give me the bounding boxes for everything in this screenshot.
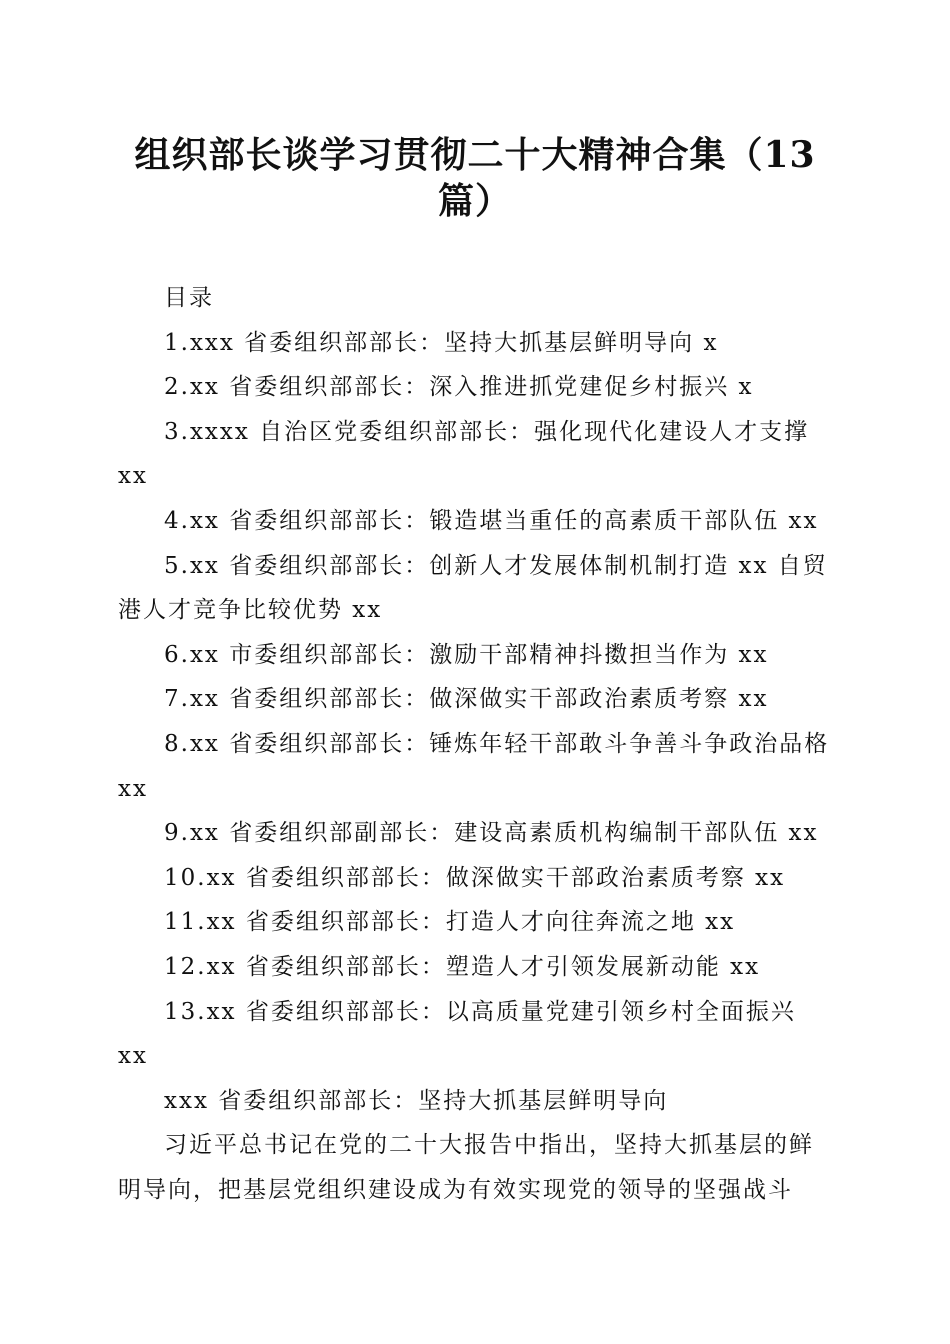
toc-item: 2.xx 省委组织部部长：深入推进抓党建促乡村振兴 x xyxy=(164,374,754,401)
body-paragraph: 习近平总书记在党的二十大报告中指出，坚持大抓基层的鲜明导向，把基层党组织建设成为有效实现党的领导的坚强战斗 xyxy=(118,1132,814,1203)
toc-item: 5.xx 省委组织部部长：创新人才发展体制机制打造 xx 自贸港人才竞争比较优势 xx xyxy=(118,552,828,624)
toc-item: 1.xxx 省委组织部部长：坚持大抓基层鲜明导向 x xyxy=(164,329,719,356)
toc-item: 6.xx 市委组织部部长：激励干部精神抖擞担当作为 xx xyxy=(164,641,769,668)
toc-item: 10.xx 省委组织部部长：做深做实干部政治素质考察 xx xyxy=(164,864,786,891)
toc-item: 9.xx 省委组织部副部长：建设高素质机构编制干部队伍 xx xyxy=(164,820,819,847)
toc-item: 4.xx 省委组织部部长：锻造堪当重任的高素质干部队伍 xx xyxy=(164,507,819,534)
document-title: 组织部长谈学习贯彻二十大精神合集（13篇） xyxy=(134,134,816,222)
toc-item: 11.xx 省委组织部部长：打造人才向往奔流之地 xx xyxy=(164,909,736,936)
toc-item: 12.xx 省委组织部部长：塑造人才引领发展新动能 xx xyxy=(164,953,761,980)
toc-item: 13.xx 省委组织部部长：以高质量党建引领乡村全面振兴 xx xyxy=(118,998,796,1070)
document-body xyxy=(118,276,832,1212)
toc-item: 3.xxxx 自治区党委组织部部长：强化现代化建设人才支撑 xx xyxy=(118,418,810,490)
toc-item: 7.xx 省委组织部部长：做深做实干部政治素质考察 xx xyxy=(164,686,769,713)
toc-item: 8.xx 省委组织部部长：锤炼年轻干部敢斗争善斗争政治品格 xx xyxy=(118,730,830,802)
toc-heading: 目录 xyxy=(164,285,214,311)
section-heading: xxx 省委组织部部长：坚持大抓基层鲜明导向 xyxy=(164,1087,669,1114)
